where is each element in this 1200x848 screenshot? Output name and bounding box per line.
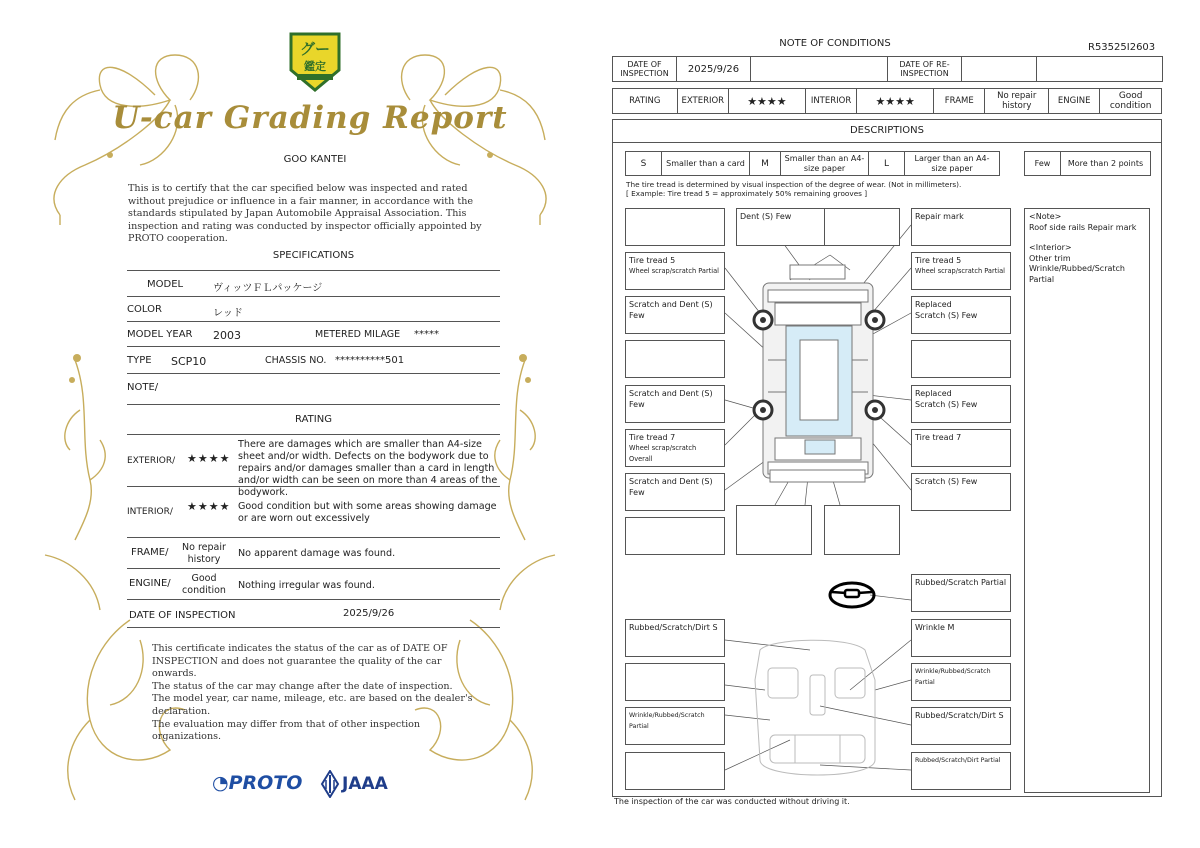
interior-box-seat-right xyxy=(911,663,1011,701)
damage-box-rear-left xyxy=(625,517,725,555)
damage-text: Rubbed/Scratch/Dirt S xyxy=(629,623,718,632)
damage-box-right-rear xyxy=(911,473,1011,511)
proto-logo: ◔PROTO xyxy=(212,772,303,794)
damage-box-roof xyxy=(911,208,1011,246)
damage-box-front-left xyxy=(625,208,725,246)
rating-row-frame xyxy=(127,538,500,569)
disclaimer-line: The evaluation may differ from that of other inspection organizations. xyxy=(152,718,421,743)
damage-text: Scratch (S) Few xyxy=(915,477,978,486)
damage-box-tire-front-left xyxy=(625,252,725,290)
damage-box-front-bumper xyxy=(824,208,900,246)
interior-note: Other trim xyxy=(1029,253,1071,263)
notes-column xyxy=(1024,208,1150,793)
interior-heading: <Interior> xyxy=(1029,243,1072,252)
disclaimer-line: This certificate indicates the status of the car as of DATE OF INSPECTION and does not guarantee the quality of the car onwards. xyxy=(152,643,448,680)
damage-text: Rubbed/Scratch/Dirt S xyxy=(915,711,1004,720)
note-text: Roof side rails Repair mark xyxy=(1029,222,1137,232)
rating-row-engine xyxy=(127,569,500,600)
color-value: レッド xyxy=(213,308,243,319)
legend-s: S xyxy=(626,152,662,176)
damage-text: Tire tread 5 xyxy=(915,256,962,265)
date-inspection-value: 2025/9/26 xyxy=(677,57,751,82)
damage-box-left-front-door xyxy=(625,296,725,334)
damage-box-tire-front-right xyxy=(911,252,1011,290)
damage-box-left-rear-door xyxy=(625,385,725,423)
inspection-footer-note: The inspection of the car was conducted without driving it. xyxy=(614,797,850,806)
interior-box-door-left xyxy=(625,707,725,745)
legend-l-desc: Larger than an A4-size paper xyxy=(905,152,1000,176)
damage-box-left-mid xyxy=(625,340,725,378)
type-value: SCP10 xyxy=(171,355,207,368)
engine-label: ENGINE/ xyxy=(129,578,171,589)
interior-description: Good condition but with some areas showing damage or are worn out excessively xyxy=(238,501,497,524)
damage-text: Rubbed/Scratch/Dirt Partial xyxy=(915,757,1001,764)
disclaimer-line: The model year, car name, mileage, etc. are based on the dealer's declaration. xyxy=(152,693,473,717)
tread-example: [ Example: Tire tread 5 = approximately 50% remaining grooves ] xyxy=(626,189,868,198)
interior-note: Wrinkle/Rubbed/Scratch Partial xyxy=(1029,264,1125,284)
spec-row-model xyxy=(127,270,500,297)
metered-mileage-label: METERED MILAGE xyxy=(315,329,401,340)
damage-text: Tire tread 7 xyxy=(915,433,962,442)
rating-summary-table xyxy=(612,88,1162,114)
report-title: U-car Grading Report xyxy=(112,100,508,136)
damage-text: Wrinkle M xyxy=(915,623,955,632)
engine-value: Good condition xyxy=(1100,89,1162,114)
damage-text: Rubbed/Scratch Partial xyxy=(915,578,1007,587)
partner-logos xyxy=(212,768,402,800)
exterior-label: EXTERIOR/ xyxy=(127,456,176,466)
interior-box-seat-left xyxy=(625,663,725,701)
few-legend-table xyxy=(1024,151,1151,176)
damage-box-right-mid xyxy=(911,340,1011,378)
interior-box-front-right xyxy=(911,619,1011,657)
damage-box-right-front-door xyxy=(911,296,1011,334)
legend-s-desc: Smaller than a card xyxy=(662,152,750,176)
tread-note: The tire tread is determined by visual inspection of the degree of wear. (Not in millimeters). xyxy=(626,180,962,189)
spec-row-type xyxy=(127,347,500,374)
damage-text: Scratch and Dent (S) Few xyxy=(629,300,713,320)
model-value: ヴィッツＦＬパッケージ xyxy=(213,283,323,294)
empty-cell xyxy=(751,57,888,82)
metered-mileage-value: ***** xyxy=(414,329,439,340)
spec-row-note xyxy=(127,374,500,405)
damage-text: Dent (S) Few xyxy=(740,212,792,221)
frame-label: FRAME xyxy=(934,89,985,114)
legend-m: M xyxy=(750,152,781,176)
model-label: MODEL xyxy=(147,279,184,290)
damage-box-right-rear-door xyxy=(911,385,1011,423)
empty-cell xyxy=(1037,57,1163,82)
spec-row-color xyxy=(127,297,500,322)
report-subtitle: GOO KANTEI xyxy=(283,154,347,165)
date-of-inspection-row xyxy=(127,600,500,628)
model-year-label: MODEL YEAR xyxy=(127,329,193,340)
damage-text: Wheel scrap/scratch Partial xyxy=(915,267,1005,275)
damage-text: Scratch (S) Few xyxy=(915,311,978,320)
damage-text: Wheel scrap/scratch Partial xyxy=(629,267,719,275)
exterior-description: There are damages which are smaller than A4-size sheet and/or width. Defects on the bodywork due to repairs and/or damages smaller than a card in length and/or width can be seen on more than 4 areas of the bodywork. xyxy=(238,439,498,498)
exterior-stars: ★★★★ xyxy=(187,452,231,465)
date-of-inspection-label: DATE OF INSPECTION xyxy=(129,610,236,621)
date-reinspection-value xyxy=(962,57,1037,82)
date-inspection-label: DATE OF INSPECTION xyxy=(613,57,677,82)
disclaimer-line: The status of the car may change after the date of inspection. xyxy=(152,680,453,692)
interior-box-dashboard xyxy=(911,574,1011,612)
damage-text: Wrinkle/Rubbed/Scratch Partial xyxy=(629,712,705,730)
damage-box-tire-rear-left xyxy=(625,429,725,467)
chassis-value: **********501 xyxy=(335,355,405,366)
rating-heading: RATING xyxy=(295,414,332,425)
exterior-stars: ★★★★ xyxy=(728,89,805,114)
interior-box-rear-right xyxy=(911,752,1011,790)
damage-box-rear-center-right xyxy=(824,505,900,555)
descriptions-heading: DESCRIPTIONS xyxy=(612,119,1162,143)
svg-text:グー: グー xyxy=(299,40,331,58)
damage-box-tire-rear-right xyxy=(911,429,1011,467)
specifications-heading: SPECIFICATIONS xyxy=(272,250,355,261)
engine-description: Nothing irregular was found. xyxy=(238,580,375,591)
interior-stars: ★★★★ xyxy=(857,89,934,114)
date-of-inspection-value: 2025/9/26 xyxy=(343,608,395,619)
frame-label: FRAME/ xyxy=(131,547,169,558)
certificate-disclaimer xyxy=(152,643,482,744)
legend-m-desc: Smaller than an A4-size paper xyxy=(781,152,869,176)
note-of-conditions xyxy=(600,0,1200,848)
certification-statement: This is to certify that the car specified below was inspected and rated without prejudice or influence in a fair manner, in accordance with the standards stipulated by Japan Automobile Appraisal Association. This inspection and rating was conducted by inspector officially appointed by PROTO cooperation. xyxy=(128,183,482,245)
damage-box-left-rear xyxy=(625,473,725,511)
damage-text: Replaced xyxy=(915,389,952,398)
svg-text:鑑定: 鑑定 xyxy=(304,60,326,73)
legend-l: L xyxy=(869,152,905,176)
damage-box-rear-center-left xyxy=(736,505,812,555)
damage-text: Scratch and Dent (S) Few xyxy=(629,389,713,409)
damage-text: Tire tread 7 xyxy=(629,433,676,442)
jaaa-emblem-icon xyxy=(320,770,340,798)
engine-value: Good condition xyxy=(182,573,226,596)
reference-number: R53525I2603 xyxy=(1088,42,1156,53)
jaaa-logo: JAAA xyxy=(342,774,388,794)
frame-description: No apparent damage was found. xyxy=(238,548,396,559)
spec-row-model-year xyxy=(127,322,500,347)
exterior-label: EXTERIOR xyxy=(677,89,728,114)
damage-box-hood xyxy=(736,208,836,246)
damage-text: Repair mark xyxy=(915,212,964,221)
interior-box-console xyxy=(911,707,1011,745)
interior-label: INTERIOR/ xyxy=(127,507,173,517)
rating-label: RATING xyxy=(613,89,678,114)
damage-text: Scratch and Dent (S) Few xyxy=(629,477,713,497)
engine-label: ENGINE xyxy=(1049,89,1100,114)
interior-box-rear-left xyxy=(625,752,725,790)
goo-kantei-badge-icon xyxy=(287,30,343,94)
model-year-value: 2003 xyxy=(213,329,241,342)
date-reinspection-label: DATE OF RE-INSPECTION xyxy=(888,57,962,82)
frame-value: No repair history xyxy=(182,542,226,565)
conditions-title: NOTE OF CONDITIONS xyxy=(779,38,891,49)
note-label: NOTE/ xyxy=(127,382,159,393)
frame-value: No repair history xyxy=(985,89,1049,114)
inspection-dates-table xyxy=(612,56,1163,82)
size-legend-table xyxy=(625,151,1000,176)
legend-few: Few xyxy=(1025,152,1061,176)
interior-stars: ★★★★ xyxy=(187,500,231,513)
interior-box-front-left xyxy=(625,619,725,657)
type-label: TYPE xyxy=(127,355,152,366)
color-label: COLOR xyxy=(127,304,162,315)
interior-label: INTERIOR xyxy=(805,89,856,114)
damage-text: Wheel scrap/scratch Overall xyxy=(629,444,697,463)
chassis-label: CHASSIS NO. xyxy=(265,355,327,366)
legend-few-desc: More than 2 points xyxy=(1061,152,1151,176)
damage-text: Scratch (S) Few xyxy=(915,400,978,409)
note-heading: <Note> xyxy=(1029,212,1062,221)
damage-text: Tire tread 5 xyxy=(629,256,676,265)
damage-text: Wrinkle/Rubbed/Scratch Partial xyxy=(915,668,991,686)
damage-text: Replaced xyxy=(915,300,952,309)
